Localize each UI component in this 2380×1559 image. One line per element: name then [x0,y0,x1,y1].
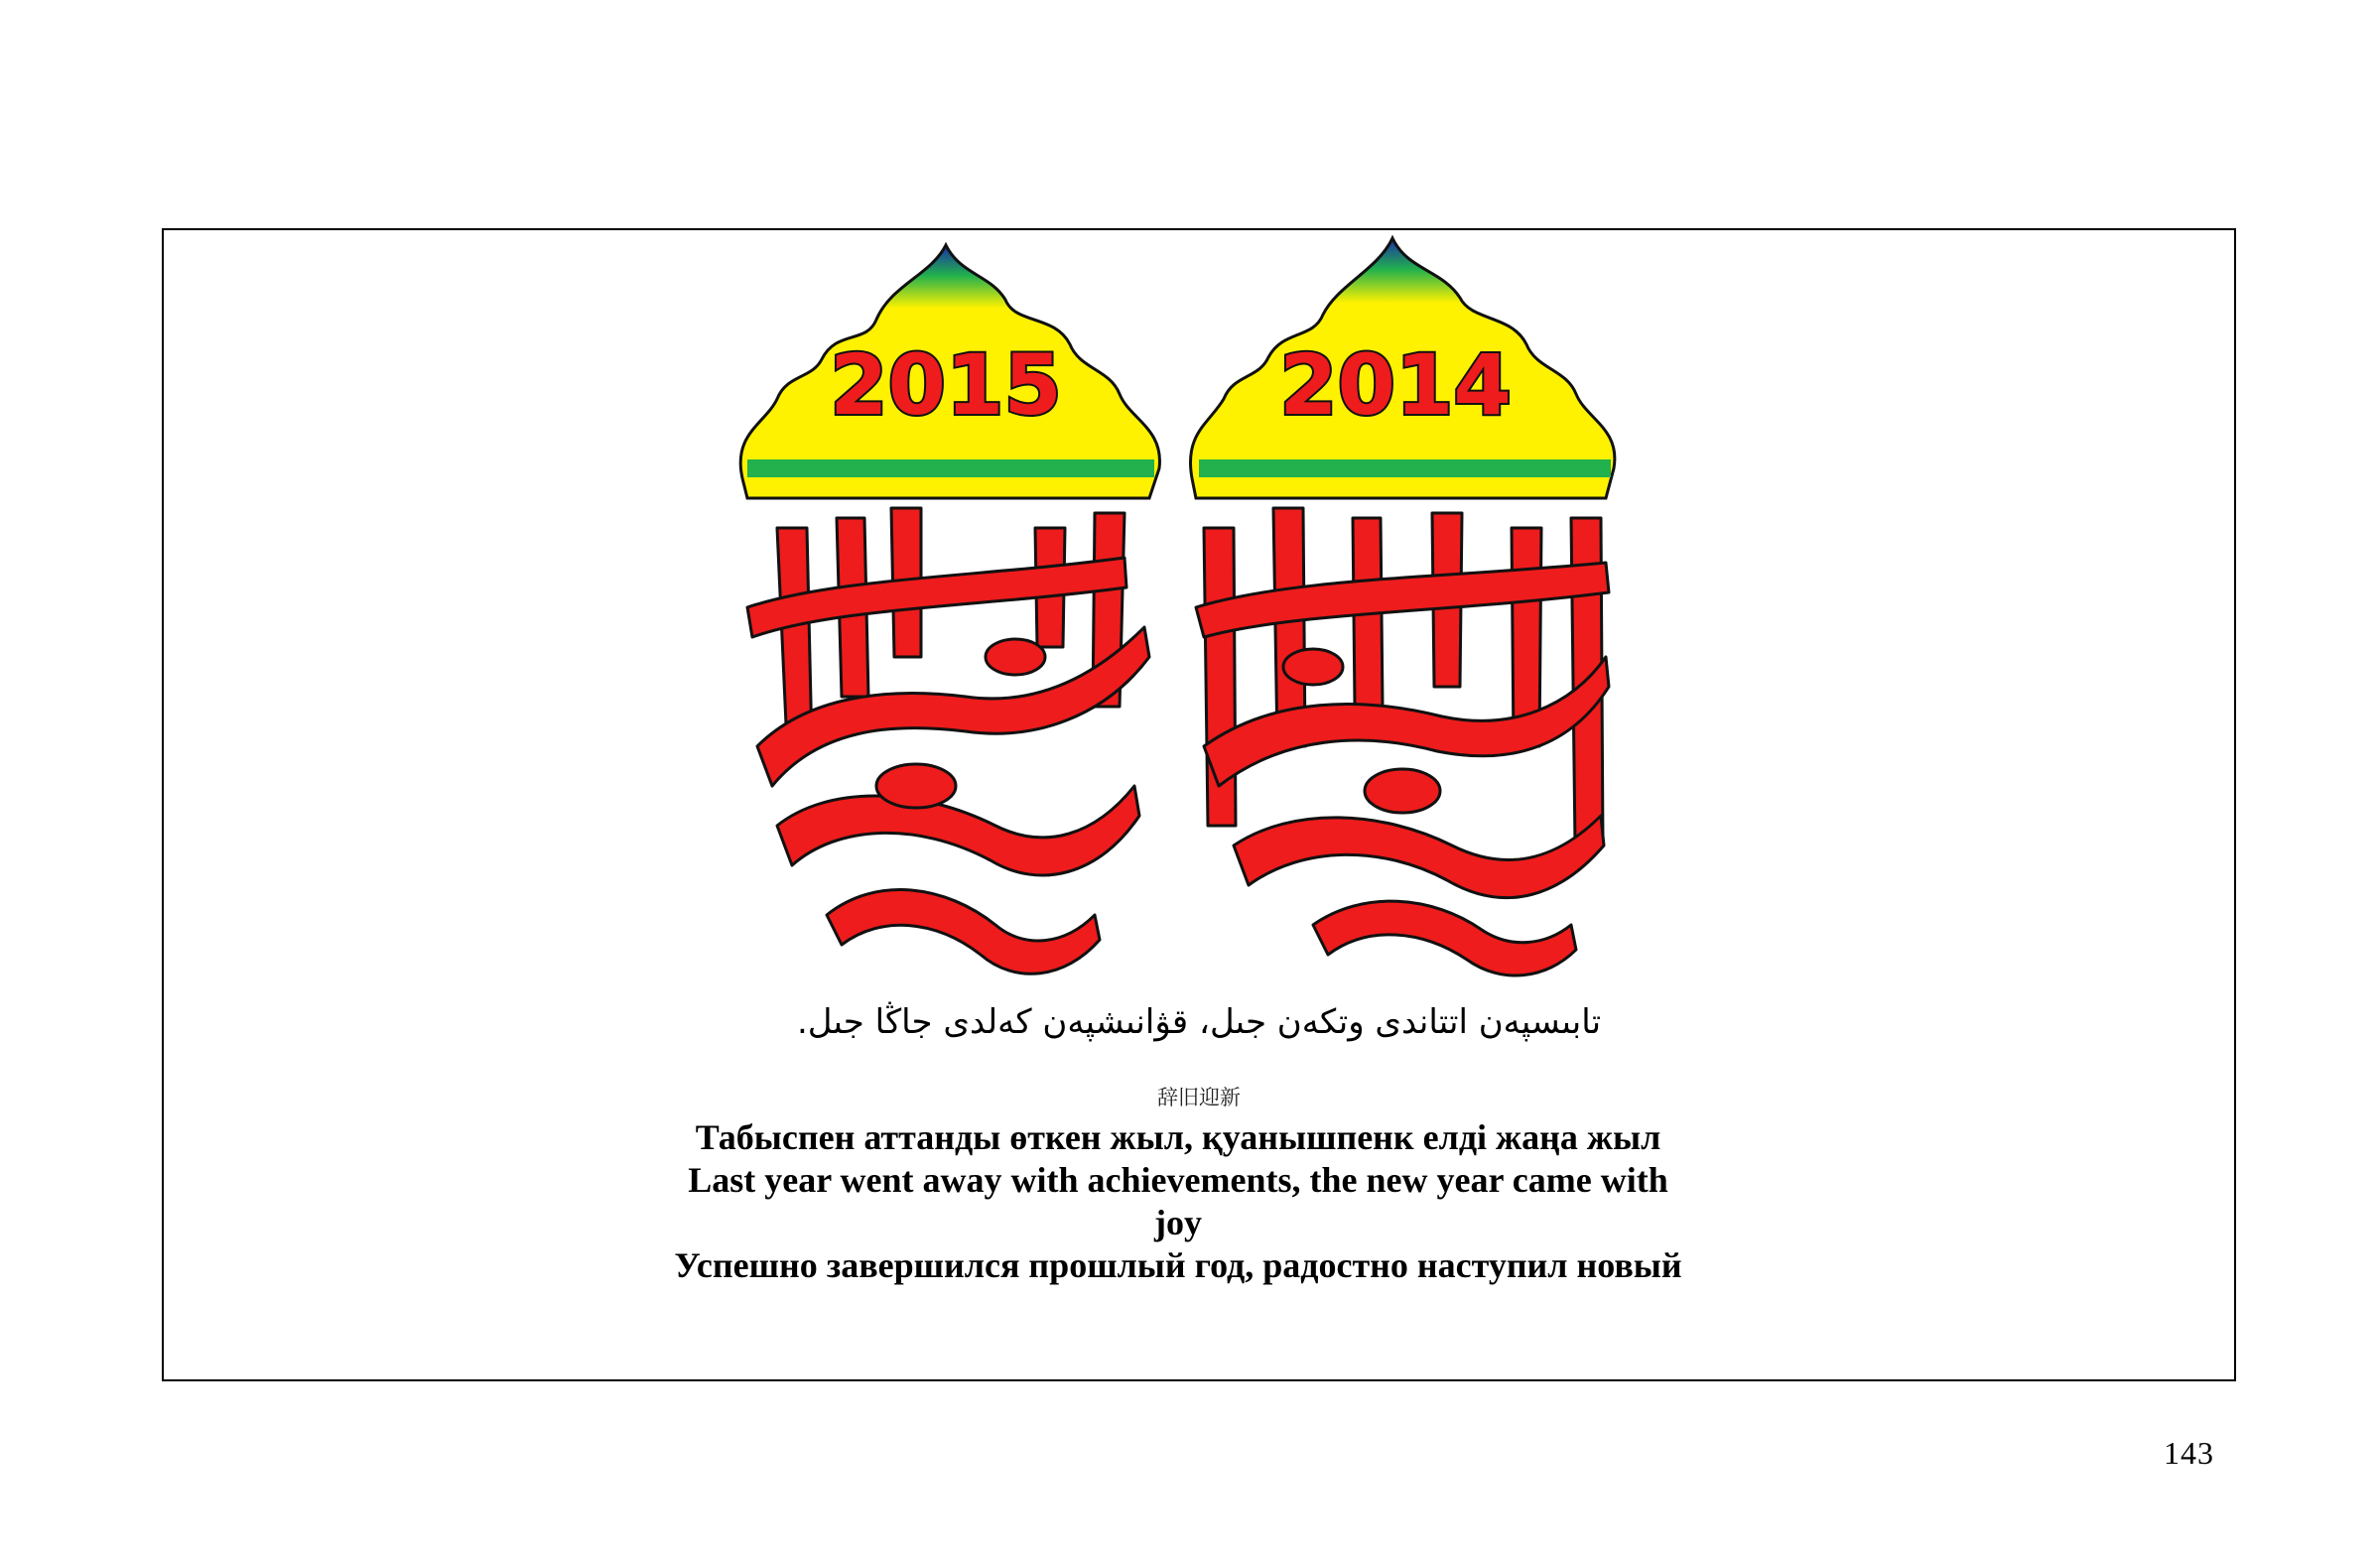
figure-frame [162,228,2236,1381]
left-calligraphy [736,503,1159,974]
caption-block [660,1116,1696,1287]
russian-caption: Успешно завершился прошлый год, радостно наступил новый [674,1245,1682,1285]
calligraphy-artwork [718,230,1855,994]
year-2014-label: 2014 [1279,336,1512,434]
calligraphy-domes-illustration [718,230,1855,994]
page-number: 143 [2164,1435,2214,1471]
right-calligraphy [1196,508,1609,975]
english-caption: Last year went away with achievements, the new year came with joy [688,1160,1668,1242]
chinese-caption: 辞旧迎新 [1157,1086,1241,1109]
kazakh-caption: Табыспен аттанды өткен жыл, қуанышпенк елді жаңа жыл [695,1117,1661,1157]
year-2015-label: 2015 [830,336,1062,434]
uyghur-caption: تابىسپەن اتتاندى وتكەن جىل، قۋانىشپەن كەلدى جاڭا جىل. [796,1002,1602,1042]
